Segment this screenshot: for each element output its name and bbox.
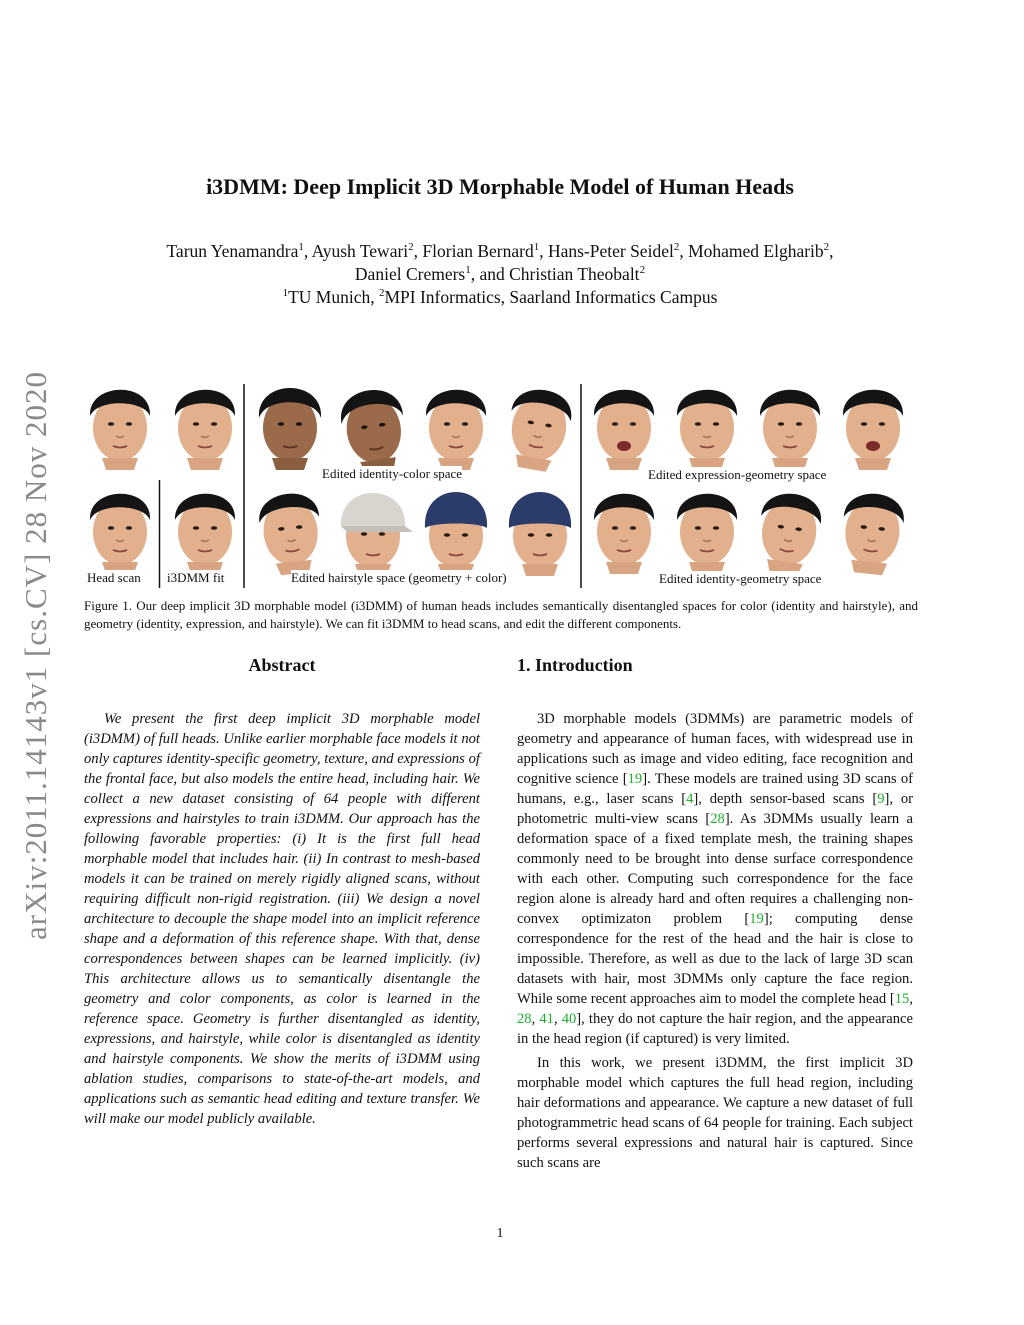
citation-link[interactable]: 9 xyxy=(877,791,885,807)
label-identity-geometry: Edited identity-geometry space xyxy=(659,571,822,586)
citation-link[interactable]: 40 xyxy=(561,1011,577,1027)
face-render xyxy=(509,492,571,576)
affiliations: $^1$TU Munich, $^2$MPI Informatics, Saarland Informatics Campus xyxy=(282,287,718,307)
paper-title: i3DMM: Deep Implicit 3D Morphable Model of Human Heads xyxy=(206,174,794,199)
citation-link[interactable]: 28 xyxy=(710,811,725,827)
citation-link[interactable]: 41 xyxy=(539,1011,554,1027)
face-render xyxy=(257,491,325,577)
face-render xyxy=(843,390,903,470)
face-render xyxy=(502,385,575,474)
teaser-figure xyxy=(84,380,916,592)
abstract-body: We present the first deep implicit 3D morphable model (i3DMM) of full heads. Unlike earlier morphable face models it not only captures identity-specific geometry, texture, and expressions of the frontal face, but also models the entire head, including hair. We collect a new dataset consisting of 64 people with different expressions and hairstyles to train i3DMM. Our approach has the following favorable properties: (i) It is the first full head morphable model that includes hair. (ii) In contrast to mesh-based models it can be trained on merely rigidly aligned scans, without requiring difficult non-rigid registration. (iii) We design a novel architecture to decouple the shape model into an implicit reference shape and a deformation of this reference shape. With that, dense correspondences between shapes can be learned implicitly. (iv) This architecture allows us to semantically disentangle the geometry and color components, as color is learned in the reference space. Geometry is further disentangled as identity, expressions, and hairstyle, while color is disentangled as identity and hairstyle components. We show the merits of i3DMM using ablation studies, comparisons to state-of-the-art models, and applications such as semantic head editing and texture transfer. We will make our model publicly available. xyxy=(84,711,480,1127)
face-render xyxy=(594,390,654,470)
face-render xyxy=(838,491,906,577)
citation-link[interactable]: 19 xyxy=(749,911,764,927)
figure-caption: Figure 1. Our deep implicit 3D morphable model (i3DMM) of human heads includes semantically disentangled spaces for color (identity and hairstyle), and geometry (identity, expression, and hairstyle). We can fit i3DMM to head scans, and edit the different components. xyxy=(84,598,918,631)
citation-link[interactable]: 15 xyxy=(894,991,910,1007)
face-render xyxy=(259,388,321,470)
page-number: 1 xyxy=(496,1226,504,1241)
abstract-column xyxy=(84,655,480,1129)
arxiv-identifier: arXiv:2011.14143v1 [cs.CV] 28 Nov 2020 xyxy=(18,371,53,940)
citation-link[interactable]: 19 xyxy=(627,771,643,787)
author-list: Tarun Yenamandra$^1$, Ayush Tewari$^2$, Florian Bernard$^1$, Hans-Peter Seidel$^2$, Mohamed Elgharib$^2$, Daniel Cremers$^1$, and Christian Theobalt$^2$ xyxy=(166,241,834,284)
face-render xyxy=(594,494,654,574)
face-render xyxy=(425,492,487,576)
face-renderings xyxy=(84,380,916,592)
face-render xyxy=(337,386,410,476)
face-render xyxy=(677,494,737,574)
face-render xyxy=(175,494,235,574)
abstract-heading: Abstract xyxy=(248,655,316,675)
introduction-heading: 1. Introduction xyxy=(517,655,633,675)
face-render xyxy=(90,494,150,574)
introduction-column xyxy=(517,655,913,1173)
face-render xyxy=(341,493,413,576)
face-render xyxy=(90,390,150,470)
label-head-scan: Head scan xyxy=(87,570,141,585)
label-fit: i3DMM fit xyxy=(167,570,225,585)
face-render xyxy=(677,390,737,470)
face-render xyxy=(754,490,825,578)
label-hairstyle: Edited hairstyle space (geometry + color) xyxy=(291,570,507,585)
face-render xyxy=(175,390,235,470)
face-render xyxy=(426,390,486,470)
intro-paragraph-2: In this work, we present i3DMM, the first implicit 3D morphable model which captures the full head region, including hair deformations and appearance. We capture a new dataset of full photogrammetric head scans of 64 people for training. Each subject performs several expressions and natural hair is captured. Since such scans are xyxy=(517,1055,913,1171)
intro-paragraph-1: 3D morphable models (3DMMs) are parametric models of geometry and appearance of human faces, with widespread use in applications such as image and video editing, face recognition and cognitive science [19]. These models are trained using 3D scans of humans, e.g., laser scans [4], depth sensor-based scans [9], or photometric multi-view scans [28]. As 3DMMs usually learn a deformation space of a fixed template mesh, the training shapes commonly need to be brought into dense surface correspondence with each other. Computing such correspondence for the face region alone is already hard and often requires a challenging non-convex optimizaton problem [19]; computing dense correspondence for the rest of the head and the hair is close to impossible. Therefore, as well as due to the lack of large 3D scan datasets with hair, most 3DMMs only capture the face region. While some recent approaches aim to model the complete head [15, 28, 41, 40], they do not capture the hair region, and the appearance in the head region (if captured) is very limited. xyxy=(517,711,914,1047)
citation-link[interactable]: 28 xyxy=(517,1011,532,1027)
label-expression-geometry: Edited expression-geometry space xyxy=(648,467,827,482)
label-identity-color: Edited identity-color space xyxy=(322,466,463,481)
citation-link[interactable]: 4 xyxy=(686,791,694,807)
face-render xyxy=(760,390,820,470)
